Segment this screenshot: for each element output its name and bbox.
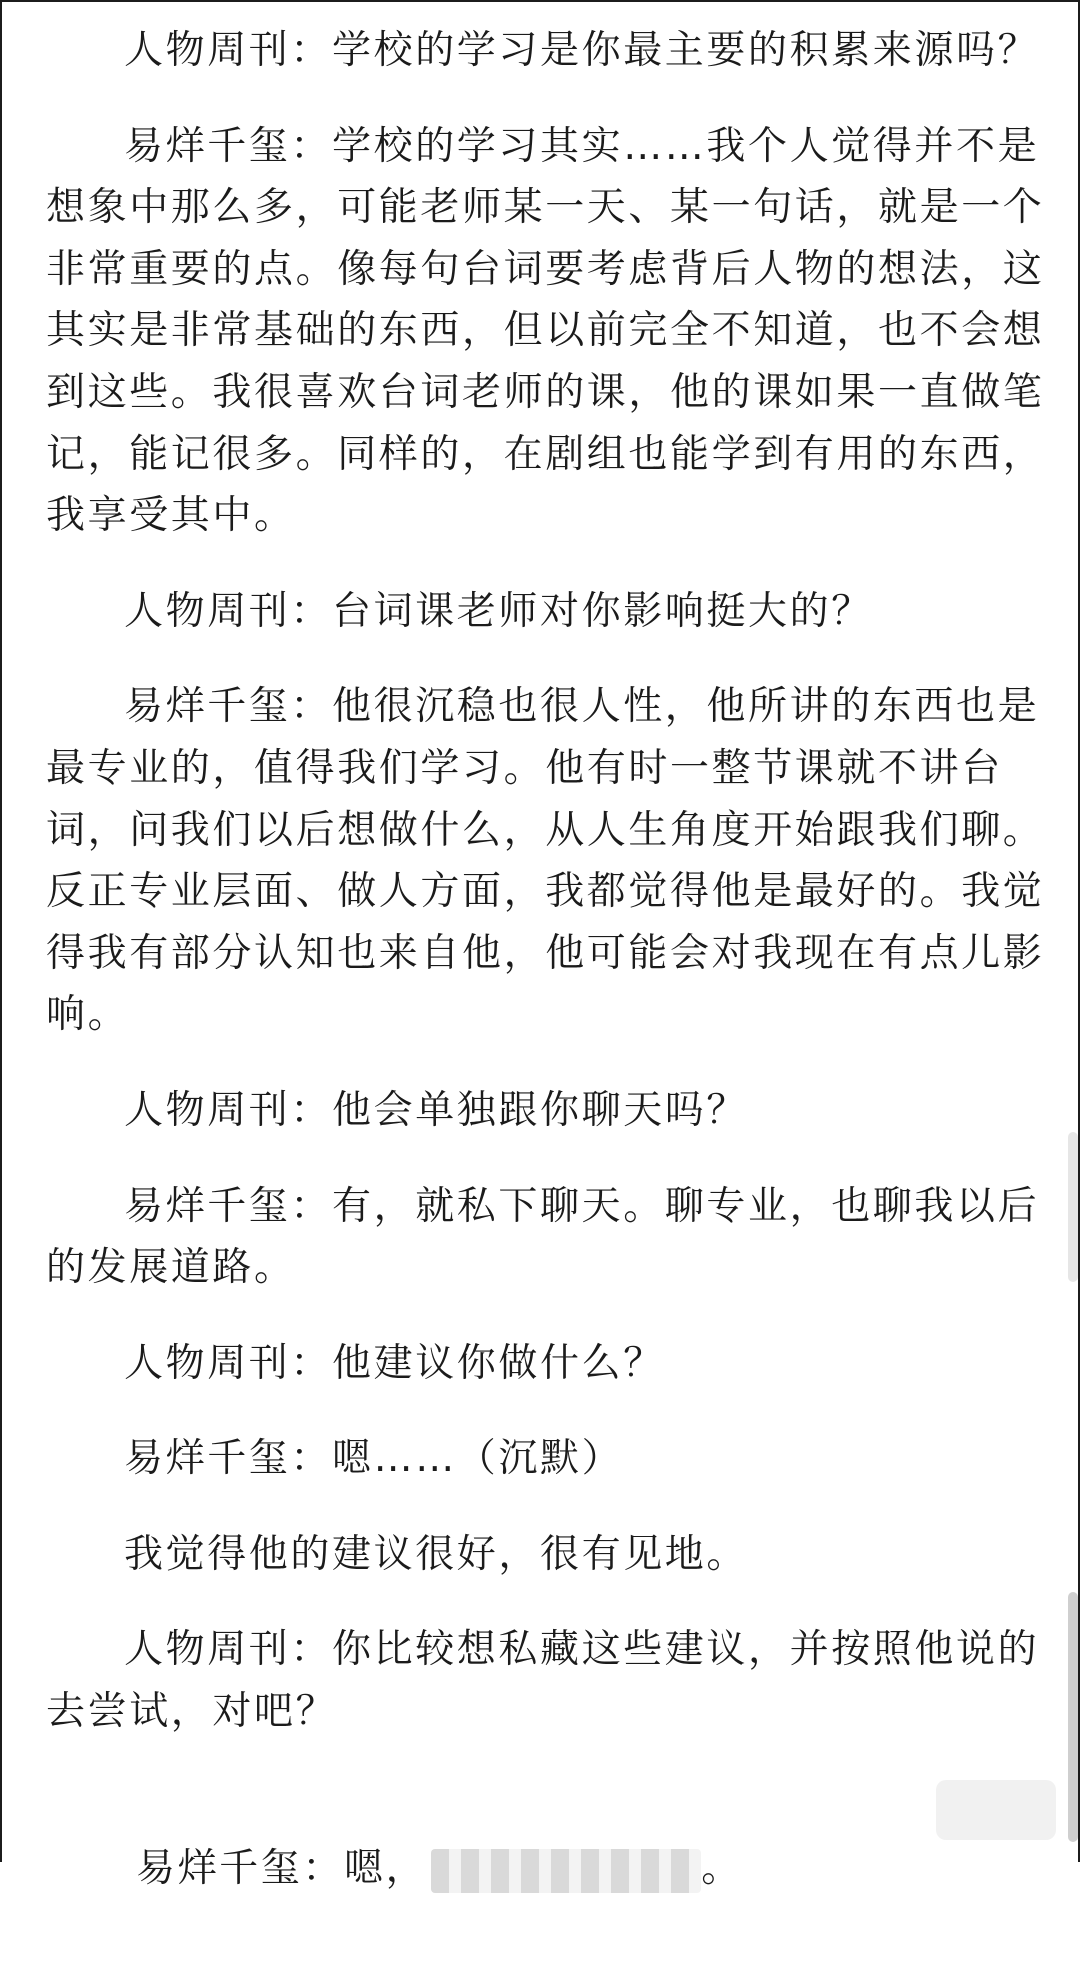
question-paragraph: 人物周刊：你比较想私藏这些建议，并按照他说的去尝试，对吧？	[46, 1627, 1040, 1735]
answer-paragraph	[46, 1777, 1046, 1961]
question-paragraph: 人物周刊：台词课老师对你影响挺大的？	[124, 588, 873, 634]
answer-paragraph: 我觉得他的建议很好，很有见地。	[124, 1531, 749, 1577]
answer-paragraph: 易烊千玺：他很沉稳也很人性，他所讲的东西也是最专业的，值得我们学习。他有时一整节课就不讲台词，问我们以后想做什么，从人生角度开始跟我们聊。反正专业层面、做人方面，我都觉得他是最好的。我觉得我有部分认知也来自他，他可能会对我现在有点儿影响。	[46, 684, 1045, 1038]
answer-trailing-text: 。	[701, 1846, 743, 1892]
answer-paragraph: 易烊千玺：嗯……（沉默）	[124, 1436, 624, 1482]
question-paragraph: 人物周刊：学校的学习是你最主要的积累来源吗？	[124, 28, 1040, 73]
question-paragraph: 人物周刊：他会单独跟你聊天吗？	[124, 1087, 749, 1133]
scrollbar-track-highlight	[1068, 1132, 1078, 1282]
scrollbar-thumb[interactable]	[1068, 1592, 1078, 1842]
article-body[interactable]	[46, 20, 1046, 1961]
answer-lead-text: 易烊千玺：嗯，	[135, 1846, 428, 1892]
answer-paragraph: 易烊千玺：学校的学习其实……我个人觉得并不是想象中那么多，可能老师某一天、某一句话，就是一个非常重要的点。像每句台词要考虑背后人物的想法，这其实是非常基础的东西，但以前完全不知道，也不会想到这些。我很喜欢台词老师的课，他的课如果一直做笔记，能记很多。同样的，在剧组也能学到有用的东西，我享受其中。	[46, 123, 1045, 539]
question-paragraph: 人物周刊：他建议你做什么？	[124, 1340, 665, 1386]
redacted-text-block	[431, 1849, 701, 1893]
watermark-logo	[936, 1780, 1056, 1840]
answer-paragraph: 易烊千玺：有，就私下聊天。聊专业，也聊我以后的发展道路。	[46, 1183, 1040, 1291]
